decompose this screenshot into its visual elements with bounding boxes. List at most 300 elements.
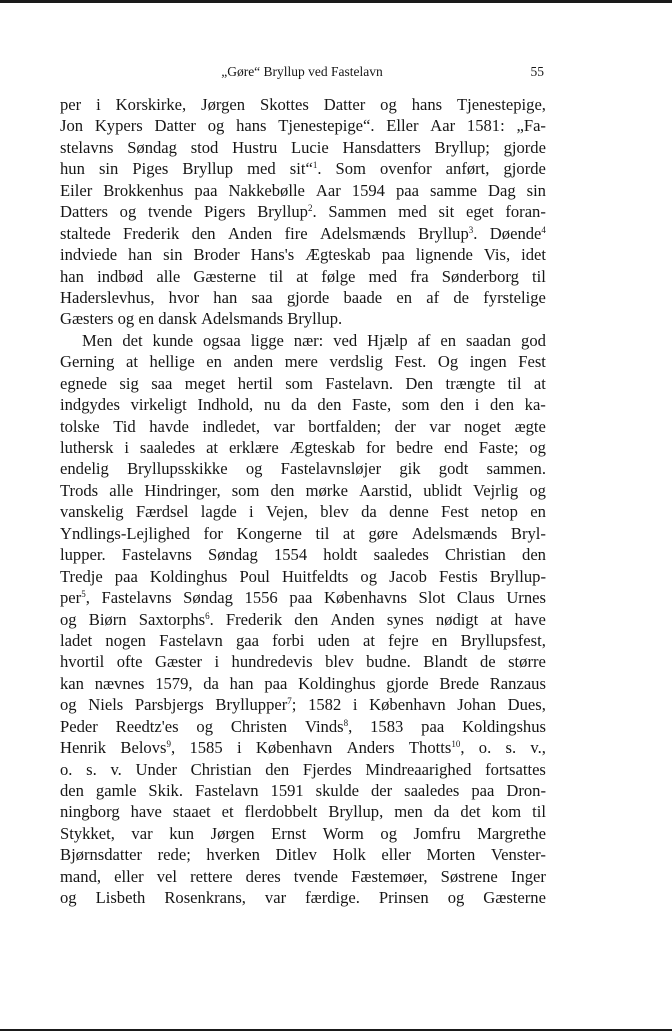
word: paa [194, 180, 218, 200]
word: Pigers [204, 202, 246, 222]
word: paa [471, 781, 495, 800]
word: Bryllupper$^7$; [215, 695, 297, 715]
word: til [315, 523, 330, 543]
word: Bryllupsskikke [127, 459, 228, 479]
word: Anders [346, 738, 395, 758]
word: paa [421, 716, 445, 736]
text-line [60, 523, 546, 544]
word: ladet [60, 630, 93, 650]
text-line [60, 394, 546, 415]
text-line [60, 651, 546, 672]
text-line [60, 137, 546, 158]
word: forbi [272, 630, 305, 650]
word: gik [399, 459, 421, 479]
word: Vejrlig [473, 480, 519, 500]
word: Gæsters [60, 309, 114, 329]
word: i [236, 738, 242, 758]
word: da [203, 673, 219, 693]
footnote-marker: 10 [451, 739, 461, 750]
word: Hindringer, [144, 480, 221, 500]
word: og [207, 116, 225, 136]
word: var [429, 416, 451, 436]
word: og [447, 888, 465, 908]
word: netop [481, 502, 518, 522]
word: ka- [524, 395, 546, 415]
word: Skik. [148, 781, 184, 800]
word: Claus [456, 588, 495, 608]
word: Eiler [60, 180, 93, 200]
word: holdt [323, 545, 358, 565]
word: Og [437, 352, 459, 372]
word: Prinsen [378, 888, 429, 908]
word: ofte [116, 652, 143, 672]
word: denne [389, 502, 429, 522]
word: Tredje [60, 566, 103, 586]
word: verdslig [329, 352, 383, 372]
text-line [60, 501, 546, 522]
word: god [521, 330, 546, 350]
word: til [269, 266, 284, 286]
word: og [529, 438, 546, 457]
word: Ditlev [275, 845, 317, 865]
word: end [443, 438, 468, 457]
word: kunde [152, 330, 194, 350]
word: da [291, 395, 307, 415]
word: Dron- [506, 781, 546, 800]
word: en [431, 630, 448, 650]
word: indgydes [60, 395, 120, 415]
word: den [191, 223, 216, 243]
word: til [532, 266, 546, 286]
word: kom [491, 802, 522, 822]
word: hvor [168, 287, 200, 307]
word: i [214, 652, 220, 672]
word: Worm [322, 823, 364, 843]
word: en [396, 287, 413, 307]
word: Mindreaarighed [365, 759, 472, 779]
text-line [60, 823, 546, 844]
word: Hansdatters [342, 137, 421, 157]
word: Fastelavnsløjer [280, 459, 382, 479]
word: kun [169, 823, 195, 843]
word: med [398, 202, 427, 222]
word: som [285, 373, 313, 393]
word: Fest. [394, 352, 427, 372]
word: den [265, 759, 290, 779]
word: Døende$^4$ [489, 223, 546, 243]
word: alle [156, 266, 181, 286]
word: Fastelavns [101, 588, 172, 608]
word: København [369, 695, 446, 715]
word: Men [82, 330, 113, 350]
word: deres [245, 866, 281, 886]
word: den [490, 395, 514, 415]
word: Lucie [290, 137, 329, 157]
word: 1591 [270, 781, 304, 800]
text-line [60, 330, 546, 351]
word: lupper. [60, 545, 106, 565]
word: den [294, 609, 319, 629]
word: Faste, [352, 395, 392, 415]
text-line [60, 630, 546, 651]
text-line [60, 566, 546, 587]
word: Fjerdes [302, 759, 352, 779]
word: ligge [250, 330, 284, 350]
text-line [60, 458, 546, 479]
word: men [394, 802, 423, 822]
word: at [490, 609, 503, 629]
word: budne. [366, 652, 411, 672]
word: København [255, 738, 333, 758]
word: hellige [149, 352, 195, 372]
word: Tid [113, 416, 136, 436]
word: Eller [386, 116, 419, 136]
text-line [60, 716, 546, 737]
word: af [426, 287, 440, 307]
word: sin [526, 180, 546, 200]
word: eller [381, 845, 411, 865]
footnote-marker: 2 [307, 203, 313, 214]
word: paa [114, 566, 138, 586]
word: i [96, 95, 101, 114]
word: den [440, 395, 465, 415]
word: tvende [293, 866, 339, 886]
word: Gæsterne [193, 266, 257, 286]
word: Adelsmænds [319, 223, 406, 243]
word: Gæster [154, 652, 202, 672]
word: Venster- [490, 845, 546, 865]
word: Søndag [127, 137, 177, 157]
word: Kypers [94, 116, 143, 136]
word: Tjenestepige, [457, 95, 546, 114]
word: de [479, 652, 496, 672]
word: paa [289, 588, 313, 608]
word: var [273, 416, 295, 436]
word: Sønderborg [441, 266, 519, 286]
word: Biørn [88, 609, 127, 629]
word: Bryl- [510, 523, 546, 543]
text-line [60, 416, 546, 437]
word: anført, [445, 159, 490, 179]
word: og [119, 202, 137, 222]
word: anden [233, 352, 274, 372]
word: ningborg [60, 802, 120, 822]
word: at [125, 352, 138, 372]
word: Hjælp [367, 330, 408, 350]
word: Bryllup. [287, 309, 343, 329]
word: 1579, [155, 673, 193, 693]
word: fire [284, 223, 308, 243]
word: Fastelavn. [325, 373, 394, 393]
word: og [529, 480, 546, 500]
word: Ægteskab [289, 438, 356, 457]
word: Søndag [208, 545, 258, 565]
word: per [60, 95, 82, 114]
text-line [60, 180, 546, 201]
word: hvortil [60, 652, 105, 672]
word: 1582 [308, 695, 342, 715]
word: Søndag [183, 588, 233, 608]
word: Inger [510, 866, 546, 886]
text-line [60, 759, 546, 780]
word: Peder [60, 716, 98, 736]
word: nu [263, 395, 281, 415]
text-line [60, 201, 546, 222]
word: havde [149, 416, 189, 436]
word: den [522, 545, 546, 565]
word: i [124, 438, 129, 457]
word: staltede [60, 223, 111, 243]
word: Koldingshus [462, 716, 546, 736]
word: stelavns [60, 137, 114, 157]
word: sammen. [486, 459, 546, 479]
word: eget [465, 202, 494, 222]
word: Bryllupsfest, [460, 630, 546, 650]
word: som [401, 395, 430, 415]
word: at [296, 266, 309, 286]
word: Slot [418, 588, 446, 608]
word: da [433, 802, 450, 822]
word: hverken [206, 845, 260, 865]
word: i [474, 395, 480, 415]
word: Færdsel [135, 502, 189, 522]
word: der [370, 781, 393, 800]
text-line [60, 158, 546, 179]
word: med [368, 266, 398, 286]
word: Bjørnsdatter [60, 845, 143, 865]
word: Fest [518, 352, 546, 372]
word: færdige. [305, 888, 360, 908]
word: staaet [172, 802, 211, 822]
word: per$^5$, [60, 588, 90, 608]
word: samme [429, 180, 477, 200]
word: den [270, 480, 295, 500]
word: gøre [368, 523, 398, 543]
word: luthersk [60, 438, 114, 457]
word: det [122, 330, 143, 350]
word: Fæstemøer, [351, 866, 428, 886]
word: Christian [190, 759, 252, 779]
word: og [117, 309, 135, 329]
word: Frederik [123, 223, 180, 243]
word: saaledes [404, 781, 460, 800]
word: indledet, [202, 416, 260, 436]
body-text [60, 94, 546, 909]
word: Poul [239, 566, 270, 586]
word: en [206, 352, 222, 372]
word: eller [114, 866, 144, 886]
word: mand, [60, 866, 102, 886]
word: fyrstelige [483, 287, 546, 307]
word: han [229, 673, 254, 693]
word: Vinds$^8$, [304, 716, 353, 736]
word: s. [505, 738, 517, 758]
word: Huitfeldts [281, 566, 349, 586]
word: Bryllup [182, 159, 234, 179]
word: Bryllup; [434, 137, 490, 157]
word: og [380, 823, 397, 843]
word: Lisbeth [95, 888, 146, 908]
word: Adelsmands [201, 309, 284, 329]
word: Piges [132, 159, 169, 179]
word: Morten [426, 845, 476, 865]
word: Ranzaus [489, 673, 546, 693]
word: Bryllup, [328, 802, 384, 822]
word: Københavns [323, 588, 407, 608]
footnote-marker: 4 [541, 224, 546, 235]
word: sit“$^1$. [289, 159, 322, 179]
text-line [60, 866, 546, 887]
word: s. [86, 759, 97, 779]
word: Parsbjergs [134, 695, 204, 715]
word: rede; [157, 845, 191, 865]
word: i [249, 502, 254, 522]
word: Nakkebølle [228, 180, 305, 200]
word: godt [438, 459, 469, 479]
word: 1554 [273, 545, 308, 565]
word: Belovs$^9$, [120, 738, 176, 758]
word: indbød [97, 266, 144, 286]
word: i [352, 695, 358, 715]
text-line [60, 437, 546, 458]
word: saaledes [139, 438, 196, 457]
word: indviede [60, 245, 118, 265]
word: paa [381, 245, 405, 265]
word: Henrik [60, 738, 107, 758]
text-line [60, 844, 546, 865]
word: en [530, 502, 546, 522]
word: bedre [396, 438, 434, 457]
word: og [380, 95, 397, 114]
word: gamle [95, 781, 137, 800]
word: meget [184, 373, 226, 393]
word: Jon [60, 116, 84, 136]
word: Fest [441, 502, 469, 522]
text-line [60, 737, 546, 758]
word: Koldinghus [149, 566, 228, 586]
word: v. [110, 759, 122, 779]
word: virkeligt [130, 395, 187, 415]
word: ægte [514, 416, 546, 436]
running-head [60, 62, 544, 82]
word: fra [410, 266, 429, 286]
word: Aar [430, 116, 456, 136]
word: hans [236, 116, 267, 136]
word: Vis, [483, 245, 511, 265]
text-line [60, 223, 546, 244]
word: Haderslevhus, [60, 287, 155, 307]
word: Bryllup$^2$. [257, 202, 317, 222]
word: Jørgen [201, 95, 246, 114]
word: blev [320, 502, 349, 522]
word: foran- [505, 202, 546, 222]
word: lignende [415, 245, 473, 265]
text-line [60, 780, 546, 801]
word: saa [151, 373, 173, 393]
word: Bryllup$^3$. [418, 223, 478, 243]
word: følge [321, 266, 356, 286]
footnote-marker: 1 [312, 160, 318, 171]
word: af [417, 330, 431, 350]
word: da [361, 502, 377, 522]
word: Hustru [232, 137, 278, 157]
word: en [440, 330, 457, 350]
word: Som [335, 159, 366, 179]
word: Faste; [478, 438, 519, 457]
word: nævnes [94, 673, 145, 693]
word: 1583 [370, 716, 404, 736]
word: ublidt [423, 480, 462, 500]
word: Søstrene [440, 866, 498, 886]
word: sig [119, 373, 139, 393]
word: Stykket, [60, 823, 115, 843]
footnote-marker: 6 [205, 610, 210, 621]
word: Datter [323, 95, 366, 114]
word: Ægteskab [305, 245, 371, 265]
word: hans [411, 95, 443, 114]
word: Koldinghus [298, 673, 376, 693]
word: tolske [60, 416, 100, 436]
text-line [60, 244, 546, 265]
word: Trods [60, 480, 99, 500]
word: de [453, 287, 470, 307]
word: Dues, [507, 695, 546, 715]
word: Kongerne [236, 523, 302, 543]
word: Adelsmænds [411, 523, 498, 543]
word: og [245, 459, 263, 479]
word: han [128, 245, 153, 265]
word: 1581: [466, 116, 505, 136]
word: v., [530, 738, 546, 758]
text-line [60, 351, 546, 372]
word: Gæsterne [483, 888, 546, 908]
word: Reedtz'es [115, 716, 179, 736]
word: den [60, 781, 84, 800]
word: egnede [60, 373, 107, 393]
word: kan [60, 673, 84, 693]
word: rettere [190, 866, 233, 886]
running-title: „Gøre“ Bryllup ved Fastelavn [221, 64, 383, 79]
word: Sammen [328, 202, 387, 222]
word: alle [109, 480, 134, 500]
word: Under [135, 759, 177, 779]
word: Indhold, [197, 395, 254, 415]
word: have [514, 609, 546, 629]
word: ingen [469, 352, 507, 372]
word: han [213, 287, 238, 307]
word: skulde [315, 781, 359, 800]
word: saadan [465, 330, 512, 350]
text-line [60, 609, 546, 630]
text-line [60, 887, 546, 908]
word: „Fa- [516, 116, 546, 136]
word: paa [264, 673, 288, 693]
word: have [130, 802, 162, 822]
word: gaa [235, 630, 259, 650]
word: noget [464, 416, 502, 436]
word: hundredevis [231, 652, 313, 672]
word: Rosenkrans, [164, 888, 246, 908]
text-line [60, 480, 546, 501]
word: større [508, 652, 546, 672]
word: erklære [228, 438, 279, 457]
word: Saxtorphs$^6$. [138, 609, 214, 629]
word: Broder [193, 245, 240, 265]
footnote-marker: 7 [287, 696, 292, 707]
word: til [507, 373, 522, 393]
word: Korskirke, [115, 95, 187, 114]
word: trængte [445, 373, 496, 393]
